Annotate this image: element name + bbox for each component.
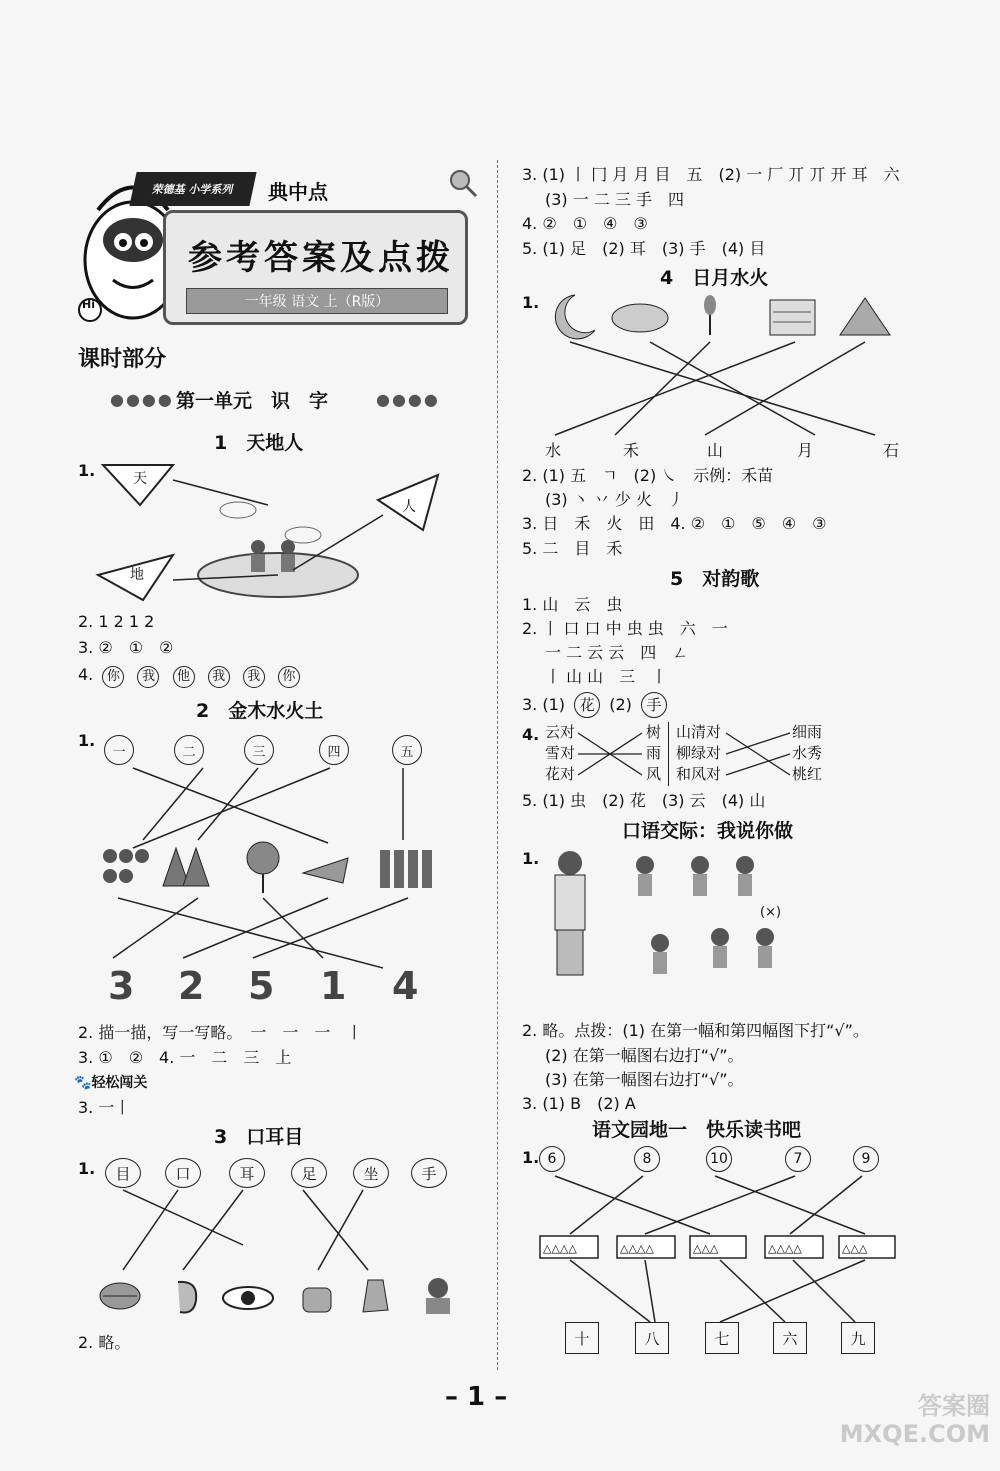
column-divider: [497, 160, 498, 1370]
svg-text:△△△△: △△△△: [543, 1242, 577, 1255]
s5-q4-right-b: 细雨 水秀 桃红: [792, 723, 823, 783]
svg-text:△△△△: △△△△: [768, 1242, 802, 1255]
series-brand: 荣德基 小学系列: [129, 172, 256, 206]
s3-q2: 2. 略。: [78, 1333, 131, 1352]
s4-q2b: (3) 丶 丷 少 火 丿: [545, 490, 685, 509]
s5-q4-left-a: 云对 雪对 花对: [545, 723, 576, 783]
s5-q4-lines: [578, 722, 898, 792]
oral-q2c: (3) 在第一幅图右边打“√”。: [545, 1070, 744, 1089]
oral-mark-x: (×): [760, 905, 782, 920]
paw-icon: 🐾: [74, 1075, 92, 1091]
mountain-icon: [840, 298, 890, 335]
r-q5: 5. (1) 足 (2) 耳 (3) 手 (4) 目: [522, 239, 766, 258]
s5-q2b: 一 二 云 云 四 ㄥ: [545, 643, 689, 662]
header-banner: [78, 160, 478, 330]
s5-q4-left-b: 树 雨 风: [646, 723, 662, 783]
foot-icon: [363, 1280, 388, 1312]
oral-q1-number: 1.: [522, 849, 540, 868]
fan-label-di: 地: [130, 567, 144, 583]
grade-subject-label: 一年级 语文 上（R版）: [186, 288, 448, 314]
carrot-icon: [303, 858, 348, 883]
s5-q2a: 2. 丨 口 口 中 虫 虫 六 一: [522, 619, 728, 638]
s3-matching-diagram: [98, 1190, 478, 1350]
s5-q2c: 丨 山 山 三 丨: [545, 667, 668, 686]
flower-icon: [247, 842, 279, 893]
triangle-box-2: [617, 1236, 675, 1258]
oral-illustration: [545, 845, 795, 995]
mascot-label: Hi: [82, 298, 95, 311]
section-title-1: 1 天地人: [214, 432, 304, 454]
s5-q5: 5. (1) 虫 (2) 花 (3) 云 (4) 山: [522, 791, 766, 810]
triangle-box-5: [839, 1236, 895, 1258]
triangle-box-3: [690, 1236, 746, 1258]
part-title: 课时部分: [78, 347, 167, 372]
pin-icon: [448, 168, 478, 198]
moon-icon: [555, 295, 595, 339]
section-title-2: 2 金木水火土: [196, 700, 324, 722]
s4-matching-diagram: [545, 290, 935, 430]
brand-mark: 典中点: [268, 180, 328, 204]
s3-oval-row: 目 口 耳 足 坐 手: [105, 1158, 465, 1192]
oral-q3: 3. (1) B (2) A: [522, 1094, 636, 1113]
garden-q1-number: 1.: [522, 1148, 540, 1167]
section-title-garden: 语文园地一 快乐读书吧: [592, 1119, 802, 1141]
s1-fan-diagram: [98, 455, 498, 605]
s5-q1: 1. 山 云 虫: [522, 595, 623, 614]
dots-right: ●●●●: [376, 390, 440, 409]
s5-q4-right-a: 山清对 柳绿对 和风对: [676, 723, 722, 783]
apples-icon: [103, 849, 149, 883]
s2-q1-number: 1.: [78, 731, 96, 750]
s1-q3: 3. ② ① ②: [78, 638, 174, 657]
children-figures: [636, 856, 774, 974]
s4-q1-number: 1.: [522, 293, 540, 312]
s1-q2: 2. 1 2 1 2: [78, 612, 155, 631]
s2-digit-row: 3 2 5 1 4: [108, 964, 419, 1008]
s2-q2: 2. 描一描，写一写略。 一 一 一 丨: [78, 1023, 363, 1042]
s1-q1-number: 1.: [78, 461, 96, 480]
easy-challenge-title: 🐾轻松闯关: [74, 1075, 148, 1091]
s4-q5: 5. 二 目 禾: [522, 539, 623, 558]
section-title-5: 5 对韵歌: [670, 568, 760, 590]
s5-q4-number: 4.: [522, 725, 540, 744]
r-q3a: 3. (1) 丨 冂 月 月 目 五 (2) 一 厂 丌 丌 开 耳 六: [522, 165, 900, 184]
grain-icon: [704, 295, 716, 335]
s2-snail-row: 一 二 三 四 五: [100, 735, 430, 767]
unit-title: 第一单元 识 字: [176, 390, 329, 412]
garden-matching-diagram: [535, 1172, 915, 1322]
garden-number-row: 6 8 10 7 9: [535, 1146, 895, 1176]
svg-text:△△△: △△△: [842, 1242, 868, 1255]
section-title-oral: 口语交际：我说你做: [622, 820, 794, 842]
stone-icon: [612, 304, 668, 332]
oral-q2a: 2. 略。点拨：(1) 在第一幅和第四幅图下打“√”。: [522, 1021, 869, 1040]
garden-box-row: 十 八 七 六 九: [565, 1322, 895, 1356]
s4-char-row: 水 禾 山 月 石: [545, 441, 900, 460]
s4-q3-q4: 3. 日 禾 火 田 4. ② ① ⑤ ④ ③: [522, 514, 827, 533]
watermelon-icon: [163, 848, 209, 886]
oral-q2b: (2) 在第一幅图右边打“√”。: [545, 1046, 744, 1065]
section-title-4: 4 日月水火: [660, 267, 769, 289]
page-number: – 1 –: [445, 1382, 508, 1412]
section-title-3: 3 口耳目: [214, 1126, 304, 1148]
s1-q4: 4. 你 我 他 我 我 你: [78, 664, 304, 688]
triangle-box-1: [540, 1236, 598, 1258]
teacher-figure: [555, 851, 585, 975]
s2-q3b: 3. 一丨: [78, 1098, 131, 1117]
fan-label-ren: 人: [402, 499, 416, 515]
svg-text:△△△△: △△△△: [620, 1242, 654, 1255]
dots-left: ●●●●: [110, 390, 174, 409]
s4-q2a: 2. (1) 五 ㄱ (2) ㇏ 示例：禾苗: [522, 466, 774, 485]
mouth-icon: [100, 1283, 140, 1309]
hand-icon: [303, 1288, 331, 1312]
fan-label-tian: 天: [133, 471, 147, 487]
triangle-box-4: [765, 1236, 823, 1258]
svg-text:△△△: △△△: [693, 1242, 719, 1255]
s3-q1-number: 1.: [78, 1159, 96, 1178]
water-icon: [770, 300, 815, 335]
r-q4: 4. ② ① ④ ③: [522, 214, 648, 233]
eye-icon: [223, 1287, 273, 1309]
ear-icon: [178, 1282, 196, 1313]
page-main-title: 参考答案及点拨: [188, 238, 454, 278]
r-q3b: (3) 一 二 三 手 四: [545, 190, 685, 209]
watermark: 答案圈 MXQE.COM: [839, 1392, 990, 1448]
unit-title-row: [110, 386, 440, 414]
trees-icon: [380, 850, 432, 888]
sitting-child-icon: [426, 1278, 450, 1314]
s2-q3-q4: 3. ① ② 4. 一 二 三 上: [78, 1048, 292, 1067]
s5-q3: 3. (1) 花 (2) 手: [522, 692, 671, 718]
